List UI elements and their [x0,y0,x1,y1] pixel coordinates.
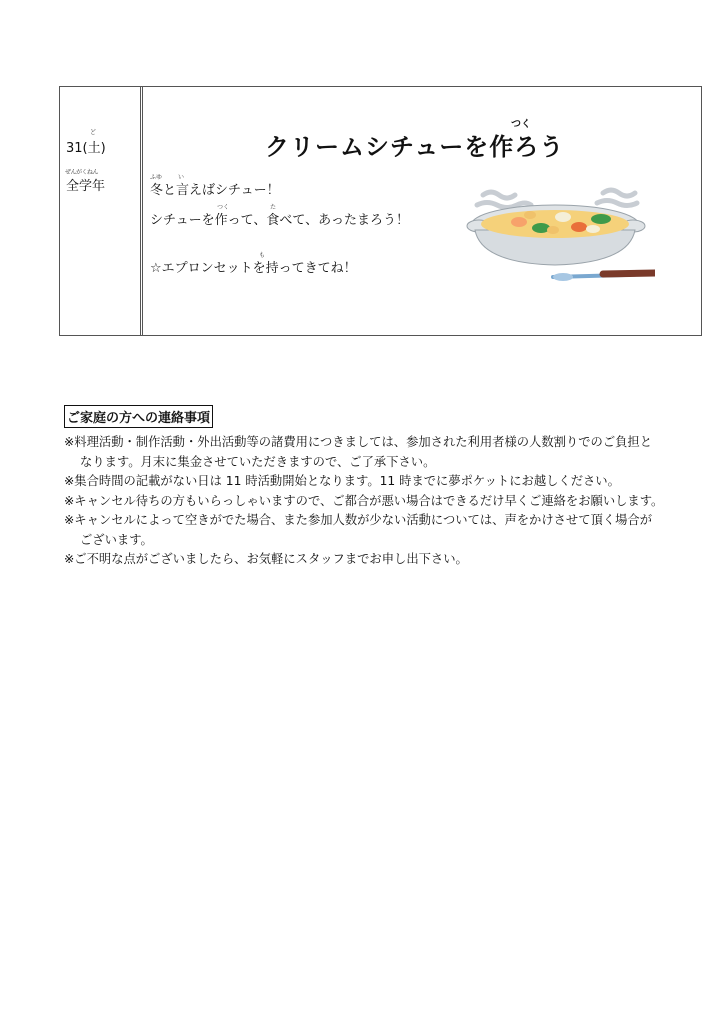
event-grade: 全学年 [66,179,106,194]
event-date: 31(土) [66,141,106,156]
notice-item-5: ※ご不明な点がございましたら、お気軽にスタッフまでお申し出下さい。 [64,552,468,566]
line1-furigana-2: い [178,174,185,181]
notice-item-2: ※集合時間の記載がない日は 11 時活動開始となります。11 時までに夢ポケットにお越しください。 [64,474,620,488]
line1-furigana-1: ふゆ [150,174,163,181]
notice-title: ご家庭の方への連絡事項 [64,405,213,428]
cream-stew-pot-illustration [455,185,655,297]
description-line-1: 冬と言えばシチュー！ [150,183,280,198]
date-furigana: ど [90,129,97,136]
event-table [59,86,702,336]
notice-item-1-cont: なります。月末に集金させていただきますので、ご了承下さい。 [80,454,436,469]
line2-furigana-2: た [270,204,277,211]
grade-furigana: ぜんがくねん [65,169,99,176]
notice-item-3: ※キャンセル待ちの方もいらっしゃいますので、ご都合が悪い場合はできるだけ早くご連絡をお願いします。 [64,493,664,508]
event-info-column [60,87,143,335]
description-line-2: シチューを作って、食べて、あったまろう！ [150,213,409,228]
notice-item-4: ※キャンセルによって空きがでた場合、また参加人数が少ない活動については、声をかけさせて頂く場合が [64,513,653,527]
notice-item-1: ※料理活動・制作活動・外出活動等の諸費用につきましては、参加された利用者様の人数割りでのご負担と [64,435,653,449]
line2-furigana-1: つく [217,204,230,211]
notice-section [64,405,724,570]
description-line-3: ☆エプロンセットを持ってきてね！ [150,261,357,276]
line3-furigana-1: も [259,252,266,259]
event-title: クリームシチューを作ろう [265,133,565,161]
notice-item-4-cont: ございます。 [80,532,153,547]
title-furigana: つく [511,119,531,130]
